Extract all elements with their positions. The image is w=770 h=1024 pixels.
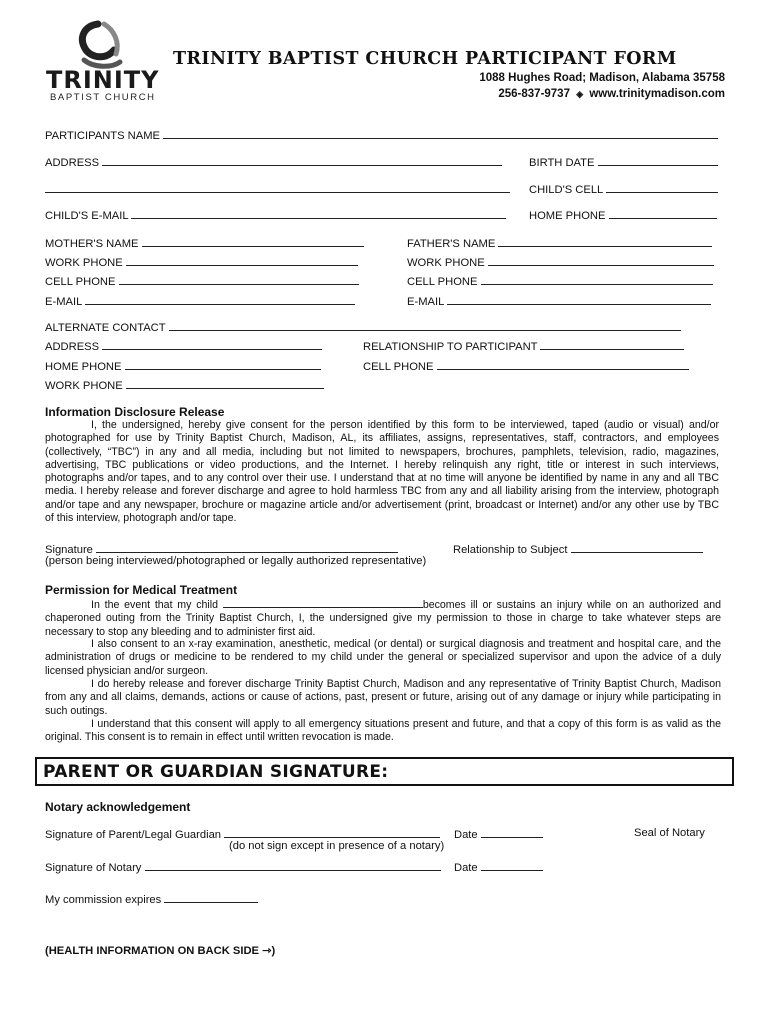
alternate-home-phone-field[interactable] (125, 359, 321, 370)
medical-paragraph-4: I understand that this consent will apply to all emergency situations present and future, and that a copy of this form is as valid as the original. This consent is to remain in effect until written revocation is made. (45, 718, 721, 744)
father-cell-phone-field[interactable] (481, 274, 713, 285)
guardian-signature-box[interactable] (35, 757, 734, 786)
father-email-label: E-MAIL (407, 296, 444, 308)
alternate-cell-phone-row (363, 359, 689, 374)
alternate-cell-phone-label: CELL PHONE (363, 361, 434, 373)
alternate-contact-label: ALTERNATE CONTACT (45, 322, 166, 334)
mother-email-row (45, 294, 355, 309)
child-name-field[interactable] (223, 598, 423, 608)
guardian-signature-heading: PARENT OR GUARDIAN SIGNATURE: (43, 762, 389, 782)
parent-date-field[interactable] (481, 827, 543, 838)
church-phone: 256-837-9737 (498, 88, 570, 100)
logo-subtitle: BAPTIST CHURCH (50, 92, 156, 103)
medical-p1-start: In the event that my child (91, 599, 219, 611)
alternate-address-label: ADDRESS (45, 341, 100, 353)
disclosure-body: I, the undersigned, hereby give consent for the person identified by this form to be interviewed, taped (audio or visual) and/or photographed for use by Trinity Baptist Church, Madison, AL, its affiliates, assigns, representatives, staff, contractors, and employees (collectively, “TBC”) in any and all media, including but not limited to newspapers, brochures, pamphlets, television, radio, magazines, advertising, TBC publications or video productions, and the Internet. I hereby relinquish any right, title or interest in such interviews, photographs and/or tapes, and to any control over their use. I understand that at no time will anyone be identified by name in any and all TBC media. I hereby release and forever discharge and agree to hold harmless TBC from any and all liability arising from the interview, photograph and/or tape and any newspaper, brochure or magazine article and/or advertisement (print, broadcast or Internet) and/or any other use by TBC of this interview, photograph and/or tape. (45, 419, 719, 525)
home-phone-label: HOME PHONE (529, 210, 606, 222)
mother-email-field[interactable] (85, 294, 355, 305)
alternate-home-phone-row (45, 359, 321, 374)
parent-signature-field[interactable] (224, 827, 440, 838)
participants-name-label: PARTICIPANTS NAME (45, 130, 160, 142)
alternate-work-phone-label: WORK PHONE (45, 380, 123, 392)
medical-paragraph-1 (45, 598, 721, 639)
notary-date-field[interactable] (481, 860, 543, 871)
disclosure-signature-label: Signature (45, 544, 93, 556)
trinity-knot-icon (40, 20, 160, 72)
mother-work-phone-field[interactable] (126, 255, 358, 266)
alternate-address-row (45, 339, 322, 354)
mother-email-label: E-MAIL (45, 296, 82, 308)
disclosure-heading: Information Disclosure Release (45, 405, 225, 419)
birth-date-row (529, 155, 718, 170)
mother-work-phone-label: WORK PHONE (45, 257, 123, 269)
commission-row (45, 892, 258, 907)
father-work-phone-label: WORK PHONE (407, 257, 485, 269)
father-email-row (407, 294, 711, 309)
mother-cell-phone-field[interactable] (119, 274, 359, 285)
commission-label: My commission expires (45, 894, 162, 906)
notary-presence-note: (do not sign except in presence of a notary) (229, 840, 445, 852)
participants-name-field[interactable] (163, 128, 718, 139)
church-website: www.trinitymadison.com (589, 88, 725, 100)
childs-email-row (45, 208, 506, 223)
notary-heading: Notary acknowledgement (45, 800, 191, 814)
relationship-subject-label: Relationship to Subject (453, 544, 568, 556)
parent-date-label: Date (454, 829, 478, 841)
health-info-note: (HEALTH INFORMATION ON BACK SIDE ⇾) (45, 945, 276, 957)
notary-date-row (454, 860, 543, 875)
notary-signature-row (45, 860, 441, 875)
logo-brand: TRINITY (46, 66, 160, 94)
childs-email-field[interactable] (131, 208, 506, 219)
separator-icon: ◈ (576, 89, 584, 99)
relationship-subject-row (453, 542, 703, 557)
father-work-phone-row (407, 255, 714, 270)
alternate-address-field[interactable] (102, 339, 322, 350)
contact-line (498, 88, 725, 100)
father-cell-phone-row (407, 274, 713, 289)
mother-cell-phone-label: CELL PHONE (45, 276, 116, 288)
address-line-2-field[interactable] (45, 182, 510, 193)
childs-email-label: CHILD'S E-MAIL (45, 210, 129, 222)
disclosure-signature-note: (person being interviewed/photographed or legally authorized representative) (45, 555, 427, 567)
alternate-home-phone-label: HOME PHONE (45, 361, 122, 373)
mother-cell-phone-row (45, 274, 359, 289)
notary-seal-label: Seal of Notary (634, 827, 705, 839)
church-address: 1088 Hughes Road; Madison, Alabama 35758 (479, 72, 725, 84)
participants-name-row (45, 128, 718, 143)
alternate-cell-phone-field[interactable] (437, 359, 689, 370)
relationship-label: RELATIONSHIP TO PARTICIPANT (363, 341, 538, 353)
notary-signature-field[interactable] (145, 860, 441, 871)
childs-cell-field[interactable] (606, 182, 718, 193)
alternate-work-phone-row (45, 378, 324, 393)
father-cell-phone-label: CELL PHONE (407, 276, 478, 288)
notary-signature-label: Signature of Notary (45, 862, 142, 874)
alternate-work-phone-field[interactable] (126, 378, 324, 389)
medical-paragraph-2: I also consent to an x-ray examination, anesthetic, medical (or dental) or surgical diagnosis and treatment and hospital care, and the administration of drugs or medicine to be rendered to my child under the general or specialized supervisor and upon the advice of a duly licensed physician and/or surgeon. (45, 638, 721, 677)
birth-date-field[interactable] (598, 155, 718, 166)
mother-name-row (45, 236, 364, 251)
commission-field[interactable] (164, 892, 258, 903)
father-name-field[interactable] (498, 236, 712, 247)
childs-cell-label: CHILD'S CELL (529, 184, 603, 196)
home-phone-field[interactable] (609, 208, 717, 219)
parent-signature-label: Signature of Parent/Legal Guardian (45, 829, 222, 841)
birth-date-label: BIRTH DATE (529, 157, 595, 169)
disclosure-signature-field[interactable] (96, 542, 398, 553)
address-row (45, 155, 502, 170)
form-title: TRINITY BAPTIST CHURCH PARTICIPANT FORM (173, 49, 677, 69)
mother-work-phone-row (45, 255, 358, 270)
childs-cell-row (529, 182, 718, 197)
parent-date-row (454, 827, 543, 842)
relationship-row (363, 339, 684, 354)
father-name-row (407, 236, 712, 251)
address-label: ADDRESS (45, 157, 100, 169)
father-name-label: FATHER'S NAME (407, 238, 496, 250)
address-field[interactable] (102, 155, 502, 166)
father-email-field[interactable] (447, 294, 711, 305)
relationship-subject-field[interactable] (571, 542, 703, 553)
mother-name-field[interactable] (142, 236, 364, 247)
medical-paragraph-3: I do hereby release and forever discharge Trinity Baptist Church, Madison and any representative of Trinity Baptist Church, Madison from any and all claims, demands, actions or cause of actions, past, present or future, arising out of any damage or injury while participating in such outings. (45, 678, 721, 717)
home-phone-row (529, 208, 717, 223)
alternate-contact-row (45, 320, 681, 335)
medical-p1-rest: becomes ill or sustains an injury while on an authorized and chaperoned outing from the Trinity Baptist Church, I, the undersigned give my permission to those in charge to take whatever steps are necessary to stop any bleeding and to administer first aid. (45, 599, 721, 638)
address-line-2-row (45, 182, 510, 197)
alternate-contact-field[interactable] (169, 320, 681, 331)
mother-name-label: MOTHER'S NAME (45, 238, 139, 250)
father-work-phone-field[interactable] (488, 255, 714, 266)
church-logo (40, 20, 160, 104)
relationship-field[interactable] (540, 339, 684, 350)
notary-date-label: Date (454, 862, 478, 874)
medical-heading: Permission for Medical Treatment (45, 583, 238, 597)
